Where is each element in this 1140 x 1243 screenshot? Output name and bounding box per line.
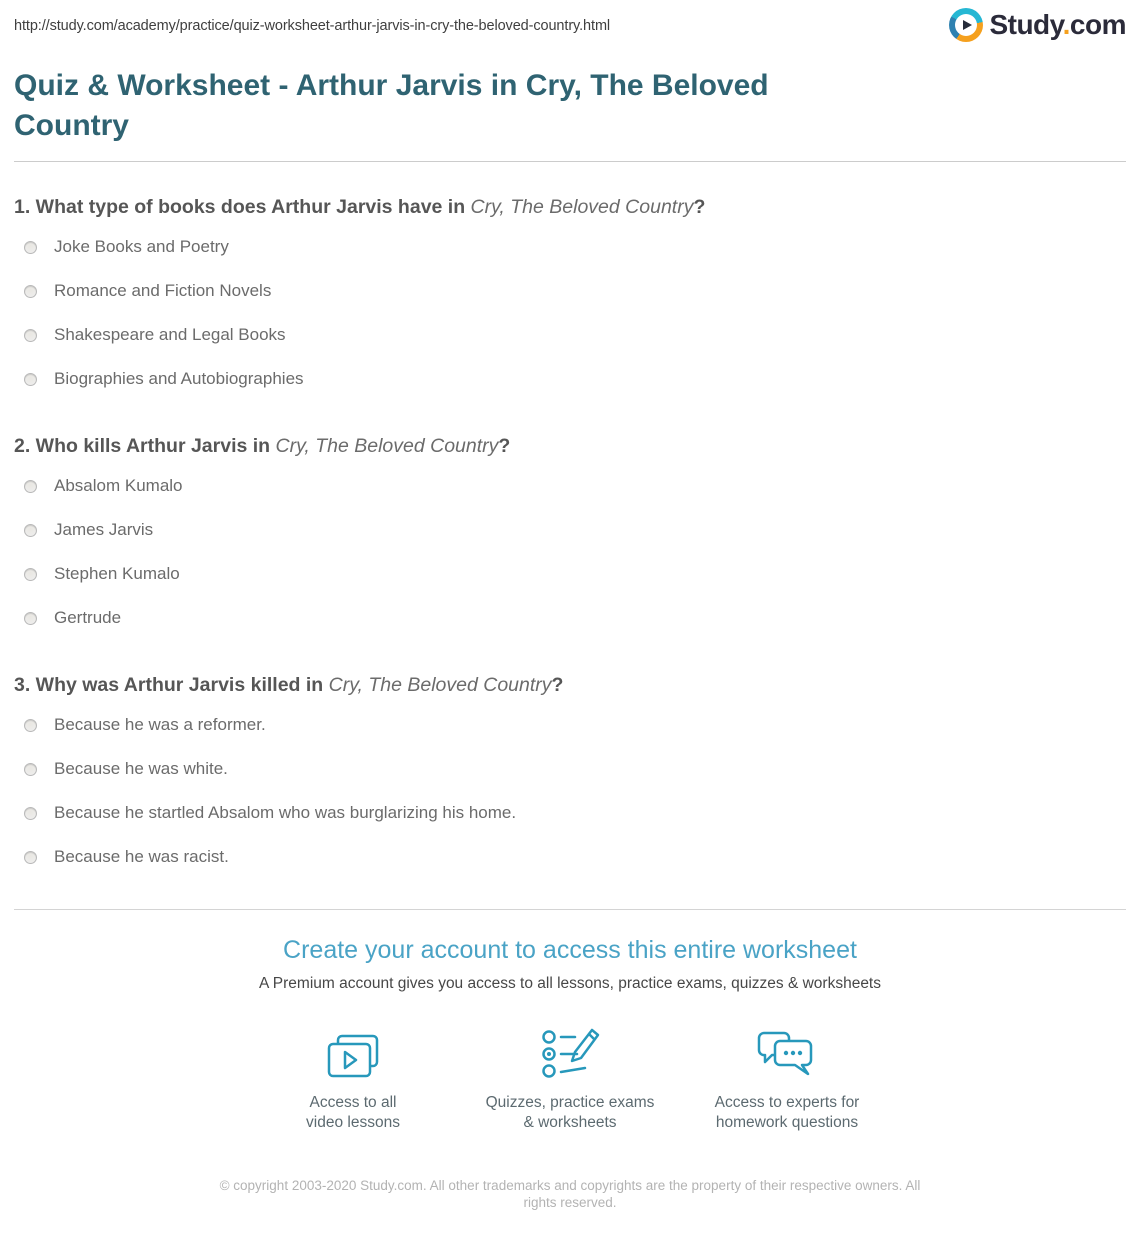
quiz-option[interactable] [24,835,1126,879]
radio-button[interactable] [24,719,37,732]
video-lessons-icon [245,1023,462,1081]
radio-button[interactable] [24,285,37,298]
page-url: http://study.com/academy/practice/quiz-worksheet-arthur-jarvis-in-cry-the-beloved-country.html [14,18,611,34]
quiz-option[interactable] [24,357,1126,401]
option-label: Shakespeare and Legal Books [54,325,286,345]
page-title: Quiz & Worksheet - Arthur Jarvis in Cry, The Beloved Country [14,69,769,142]
option-label: Biographies and Autobiographies [54,369,304,389]
question-2-heading: 2. Who kills Arthur Jarvis in Cry, The Beloved Country? [14,435,511,458]
option-label: Because he was a reformer. [54,715,266,735]
feature-quizzes [462,1023,679,1133]
radio-button[interactable] [24,480,37,493]
question-1-heading: 1. What type of books does Arthur Jarvis have in Cry, The Beloved Country? [14,196,706,219]
radio-button[interactable] [24,241,37,254]
question-3-heading: 3. Why was Arthur Jarvis killed in Cry, The Beloved Country? [14,674,564,697]
radio-button[interactable] [24,763,37,776]
quiz-option[interactable] [24,791,1126,835]
question-3-options [14,703,1126,879]
radio-button[interactable] [24,612,37,625]
question-2-options [14,464,1126,640]
quizzes-worksheets-icon [462,1023,679,1081]
feature-label: Access to all video lessons [306,1094,400,1132]
quiz-option[interactable] [24,508,1126,552]
feature-label: Access to experts for homework questions [714,1094,860,1132]
option-label: James Jarvis [54,520,154,540]
radio-button[interactable] [24,807,37,820]
book-title-italic: Cry, The Beloved Country [275,435,499,458]
feature-list [14,1023,1126,1133]
option-label: Because he startled Absalom who was burglarizing his home. [54,803,517,823]
option-label: Absalom Kumalo [54,476,183,496]
radio-button[interactable] [24,329,37,342]
header [14,0,1126,42]
cta-subtitle: A Premium account gives you access to all lessons, practice exams, quizzes & worksheets [259,975,881,993]
quiz-option[interactable] [24,464,1126,508]
question-2 [14,435,1126,640]
radio-button[interactable] [24,851,37,864]
option-label: Because he was racist. [54,847,229,867]
book-title-italic: Cry, The Beloved Country [328,674,552,697]
question-1-options [14,225,1126,401]
feature-experts [679,1023,896,1133]
divider-bottom [14,909,1126,910]
quiz-option[interactable] [24,747,1126,791]
radio-button[interactable] [24,568,37,581]
feature-label: Quizzes, practice exams & worksheets [485,1094,655,1132]
copyright-notice: © copyright 2003-2020 Study.com. All other trademarks and copyrights are the property of their respective owners. All rights reserved. [219,1178,921,1211]
quiz-option[interactable] [24,703,1126,747]
option-label: Gertrude [54,608,122,628]
book-title-italic: Cry, The Beloved Country [470,196,694,219]
radio-button[interactable] [24,373,37,386]
question-3 [14,674,1126,879]
quiz-option[interactable] [24,225,1126,269]
option-label: Because he was white. [54,759,228,779]
quiz-option[interactable] [24,552,1126,596]
question-1 [14,196,1126,401]
quiz-option[interactable] [24,596,1126,640]
option-label: Joke Books and Poetry [54,237,229,257]
study-play-icon [949,8,983,42]
divider-top [14,161,1126,162]
cta-title: Create your account to access this entire worksheet [283,936,857,965]
quiz-option[interactable] [24,313,1126,357]
radio-button[interactable] [24,524,37,537]
option-label: Stephen Kumalo [54,564,180,584]
cta-section [14,936,1126,1133]
quiz-option[interactable] [24,269,1126,313]
experts-chat-icon [679,1023,896,1081]
study-logo[interactable] [949,8,1126,42]
option-label: Romance and Fiction Novels [54,281,272,301]
feature-video-lessons [245,1023,462,1133]
study-logo-text: Study.com [989,9,1126,40]
